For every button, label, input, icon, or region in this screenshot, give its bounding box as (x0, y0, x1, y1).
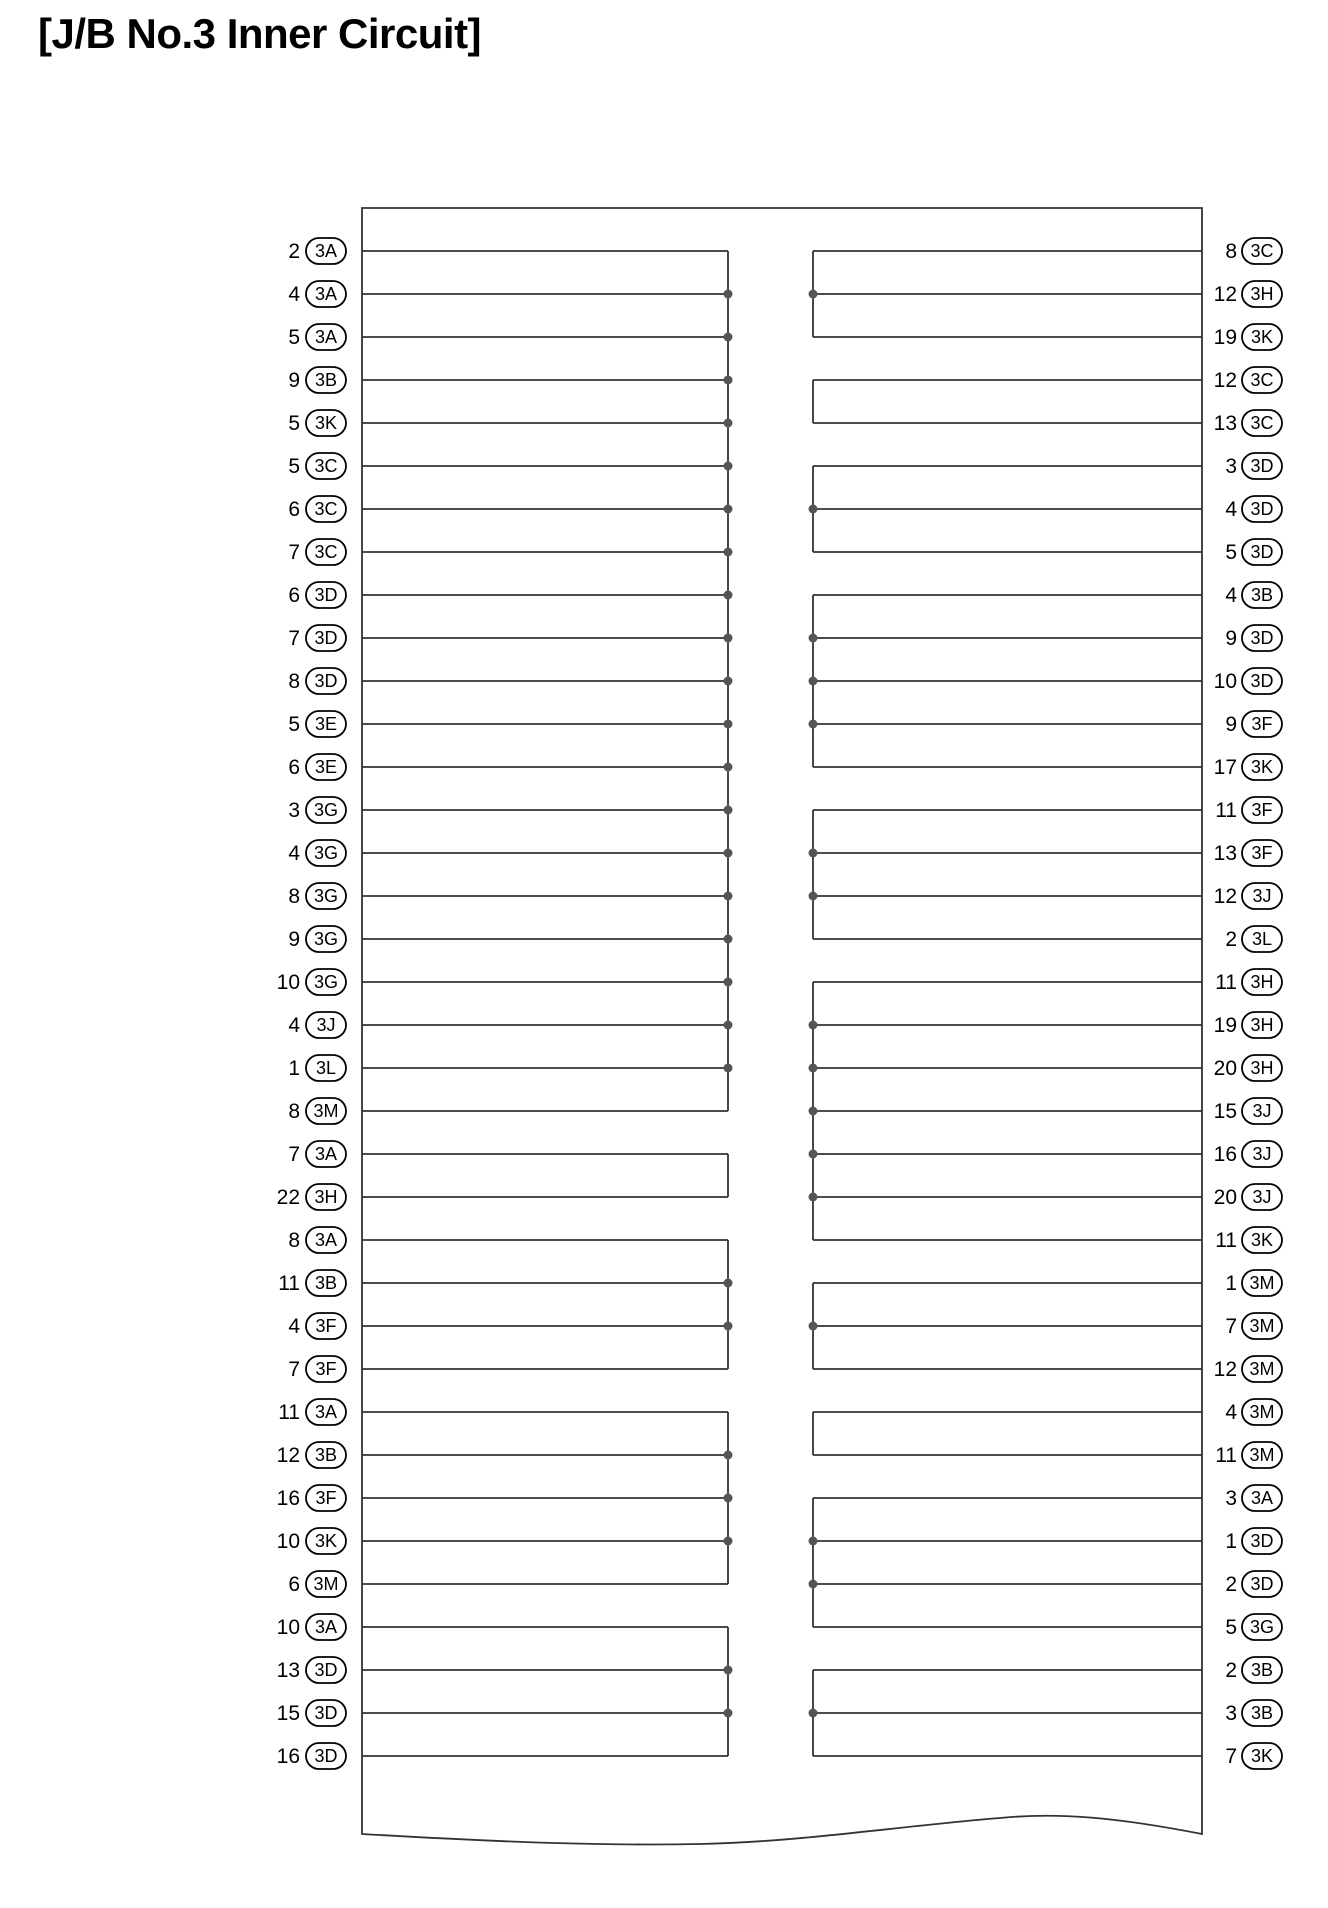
left-pin-number: 1 (288, 1057, 300, 1080)
right-connector-id: 3M (1249, 1402, 1275, 1422)
right-pin-number: 12 (1213, 283, 1237, 306)
right-connector-id: 3B (1250, 1703, 1274, 1723)
right-connector-id: 3K (1250, 327, 1274, 347)
right-junction-dot (809, 290, 818, 299)
left-pin-number: 9 (288, 369, 300, 392)
left-junction-dot (724, 935, 733, 944)
right-connector-id: 3C (1250, 413, 1274, 433)
right-connector-id: 3K (1250, 1746, 1274, 1766)
right-connector-id: 3B (1250, 585, 1274, 605)
right-connector-id: 3F (1251, 843, 1273, 863)
right-pin-number: 1 (1225, 1530, 1237, 1553)
right-pin-number: 11 (1215, 1444, 1237, 1467)
right-pin-number: 12 (1213, 885, 1237, 908)
left-connector-id: 3G (313, 929, 339, 949)
left-connector-id: 3L (315, 1058, 337, 1078)
right-connector-id: 3C (1250, 241, 1274, 261)
right-pin-number: 5 (1225, 541, 1237, 564)
left-connector-id: 3E (314, 714, 338, 734)
right-junction-dot (809, 1537, 818, 1546)
right-pin-number: 3 (1225, 1702, 1237, 1725)
left-connector-id: 3G (313, 800, 339, 820)
left-pin-number: 5 (288, 412, 300, 435)
left-junction-dot (724, 763, 733, 772)
left-connector-id: 3C (314, 499, 338, 519)
left-pin-number: 13 (276, 1659, 300, 1682)
right-connector-id: 3L (1251, 929, 1273, 949)
left-pin-number: 7 (288, 627, 300, 650)
left-junction-dot (724, 849, 733, 858)
left-connector-id: 3G (313, 886, 339, 906)
left-connector-id: 3F (315, 1359, 337, 1379)
right-connector-id: 3F (1251, 714, 1273, 734)
right-pin-number: 11 (1215, 971, 1237, 994)
right-connector-id: 3H (1250, 1015, 1274, 1035)
left-pin-number: 8 (288, 1100, 300, 1123)
left-connector-pins (277, 238, 733, 1769)
left-pin-number: 3 (288, 799, 300, 822)
right-connector-id: 3G (1249, 1617, 1275, 1637)
right-pin-number: 17 (1213, 756, 1237, 779)
right-connector-id: 3H (1250, 972, 1274, 992)
right-connector-id: 3J (1252, 1144, 1272, 1164)
left-pin-number: 10 (276, 971, 300, 994)
right-connector-id: 3M (1249, 1359, 1275, 1379)
right-pin-number: 7 (1225, 1745, 1237, 1768)
right-pin-number: 1 (1225, 1272, 1237, 1295)
right-pin-number: 19 (1213, 1014, 1237, 1037)
left-pin-number: 4 (288, 1014, 300, 1037)
right-connector-id: 3J (1252, 1187, 1272, 1207)
right-connector-id: 3D (1250, 628, 1274, 648)
left-pin-number: 4 (288, 1315, 300, 1338)
left-connector-id: 3K (314, 1531, 338, 1551)
left-junction-dot (724, 1494, 733, 1503)
right-pin-number: 13 (1213, 412, 1237, 435)
right-connector-id: 3J (1252, 1101, 1272, 1121)
right-pin-number: 4 (1225, 498, 1237, 521)
left-junction-dot (724, 419, 733, 428)
left-junction-dot (724, 591, 733, 600)
right-junction-dot (809, 1709, 818, 1718)
left-junction-dot (724, 333, 733, 342)
left-connector-id: 3F (315, 1488, 337, 1508)
left-connector-id: 3D (314, 1660, 338, 1680)
right-pin-number: 19 (1213, 326, 1237, 349)
right-pin-number: 7 (1225, 1315, 1237, 1338)
right-junction-dot (809, 849, 818, 858)
right-pin-number: 8 (1225, 240, 1237, 263)
left-pin-number: 4 (288, 842, 300, 865)
left-pin-number: 5 (288, 455, 300, 478)
left-junction-dot (724, 290, 733, 299)
left-pin-number: 2 (288, 240, 300, 263)
left-pin-number: 6 (288, 498, 300, 521)
right-pin-number: 10 (1213, 670, 1237, 693)
right-connector-id: 3A (1250, 1488, 1274, 1508)
left-connector-id: 3D (314, 671, 338, 691)
left-junction-dot (724, 548, 733, 557)
right-connector-id: 3H (1250, 284, 1274, 304)
left-junction-dot (724, 892, 733, 901)
left-pin-number: 4 (288, 283, 300, 306)
right-pin-number: 16 (1213, 1143, 1237, 1166)
right-junction-dot (809, 1064, 818, 1073)
left-pin-number: 6 (288, 756, 300, 779)
right-connector-id: 3B (1250, 1660, 1274, 1680)
right-junction-dot (809, 1107, 818, 1116)
left-connector-id: 3D (314, 628, 338, 648)
right-junction-dot (809, 634, 818, 643)
right-connector-id: 3C (1250, 370, 1274, 390)
left-connector-id: 3A (314, 284, 338, 304)
left-pin-number: 11 (278, 1401, 300, 1424)
left-connector-id: 3J (316, 1015, 336, 1035)
left-pin-number: 7 (288, 1358, 300, 1381)
left-pin-number: 6 (288, 584, 300, 607)
left-connector-id: 3K (314, 413, 338, 433)
left-connector-id: 3F (315, 1316, 337, 1336)
left-connector-id: 3A (314, 1230, 338, 1250)
right-junction-dot (809, 892, 818, 901)
right-pin-number: 13 (1213, 842, 1237, 865)
right-pin-number: 15 (1213, 1100, 1237, 1123)
right-pin-number: 20 (1213, 1186, 1237, 1209)
page-title: [J/B No.3 Inner Circuit] (38, 10, 482, 57)
left-connector-id: 3G (313, 843, 339, 863)
right-connector-id: 3M (1249, 1445, 1275, 1465)
right-connector-id: 3K (1250, 757, 1274, 777)
left-connector-id: 3D (314, 1703, 338, 1723)
right-pin-number: 4 (1225, 1401, 1237, 1424)
right-junction-dot (809, 1193, 818, 1202)
left-junction-dot (724, 1709, 733, 1718)
junction-block-outline (362, 208, 1202, 1845)
left-connector-id: 3H (314, 1187, 338, 1207)
right-connector-id: 3D (1250, 1574, 1274, 1594)
right-pin-number: 12 (1213, 1358, 1237, 1381)
left-pin-number: 22 (276, 1186, 300, 1209)
left-junction-dot (724, 1279, 733, 1288)
left-connector-id: 3E (314, 757, 338, 777)
left-connector-id: 3D (314, 1746, 338, 1766)
left-junction-dot (724, 505, 733, 514)
right-pin-number: 5 (1225, 1616, 1237, 1639)
right-pin-number: 2 (1225, 1659, 1237, 1682)
right-connector-id: 3H (1250, 1058, 1274, 1078)
left-junction-dot (724, 1322, 733, 1331)
left-pin-number: 5 (288, 326, 300, 349)
left-junction-dot (724, 978, 733, 987)
left-connector-id: 3M (313, 1574, 339, 1594)
right-connector-id: 3K (1250, 1230, 1274, 1250)
left-pin-number: 5 (288, 713, 300, 736)
right-pin-number: 20 (1213, 1057, 1237, 1080)
right-pin-number: 9 (1225, 627, 1237, 650)
right-junction-dot (809, 677, 818, 686)
right-junction-dot (809, 720, 818, 729)
left-connector-id: 3A (314, 1617, 338, 1637)
right-pin-number: 2 (1225, 1573, 1237, 1596)
left-pin-number: 8 (288, 1229, 300, 1252)
right-pin-number: 3 (1225, 1487, 1237, 1510)
left-junction-dot (724, 462, 733, 471)
left-connector-id: 3C (314, 456, 338, 476)
right-connector-id: 3D (1250, 499, 1274, 519)
right-pin-number: 9 (1225, 713, 1237, 736)
left-pin-number: 7 (288, 1143, 300, 1166)
right-connector-id: 3M (1249, 1316, 1275, 1336)
left-pin-number: 8 (288, 670, 300, 693)
right-connector-pins (809, 238, 1283, 1769)
left-junction-dot (724, 376, 733, 385)
left-junction-dot (724, 1451, 733, 1460)
left-pin-number: 15 (276, 1702, 300, 1725)
left-junction-dot (724, 1537, 733, 1546)
right-pin-number: 3 (1225, 455, 1237, 478)
left-pin-number: 7 (288, 541, 300, 564)
left-pin-number: 10 (276, 1530, 300, 1553)
right-connector-id: 3D (1250, 671, 1274, 691)
right-connector-id: 3D (1250, 542, 1274, 562)
left-connector-id: 3A (314, 1402, 338, 1422)
left-junction-dot (724, 806, 733, 815)
left-connector-id: 3A (314, 1144, 338, 1164)
right-junction-dot (809, 1580, 818, 1589)
right-pin-number: 2 (1225, 928, 1237, 951)
left-pin-number: 16 (276, 1745, 300, 1768)
left-connector-id: 3A (314, 327, 338, 347)
right-pin-number: 11 (1215, 1229, 1237, 1252)
right-junction-dot (809, 1322, 818, 1331)
left-junction-dot (724, 634, 733, 643)
left-junction-dot (724, 1021, 733, 1030)
left-junction-dot (724, 1064, 733, 1073)
left-pin-number: 12 (276, 1444, 300, 1467)
right-pin-number: 4 (1225, 584, 1237, 607)
left-pin-number: 10 (276, 1616, 300, 1639)
right-connector-id: 3M (1249, 1273, 1275, 1293)
right-connector-id: 3J (1252, 886, 1272, 906)
left-connector-id: 3C (314, 542, 338, 562)
left-connector-id: 3G (313, 972, 339, 992)
right-junction-dot (809, 505, 818, 514)
left-pin-number: 9 (288, 928, 300, 951)
left-pin-number: 11 (278, 1272, 300, 1295)
left-pin-number: 16 (276, 1487, 300, 1510)
left-connector-id: 3M (313, 1101, 339, 1121)
left-connector-id: 3B (314, 1445, 338, 1465)
left-junction-dot (724, 720, 733, 729)
left-junction-dot (724, 677, 733, 686)
left-junction-dot (724, 1666, 733, 1675)
left-pin-number: 6 (288, 1573, 300, 1596)
right-pin-number: 12 (1213, 369, 1237, 392)
left-connector-id: 3D (314, 585, 338, 605)
right-connector-id: 3D (1250, 1531, 1274, 1551)
left-pin-number: 8 (288, 885, 300, 908)
left-connector-id: 3B (314, 370, 338, 390)
right-connector-id: 3F (1251, 800, 1273, 820)
right-junction-dot (809, 1150, 818, 1159)
right-pin-number: 11 (1215, 799, 1237, 822)
left-connector-id: 3B (314, 1273, 338, 1293)
right-connector-id: 3D (1250, 456, 1274, 476)
right-junction-dot (809, 1021, 818, 1030)
left-connector-id: 3A (314, 241, 338, 261)
